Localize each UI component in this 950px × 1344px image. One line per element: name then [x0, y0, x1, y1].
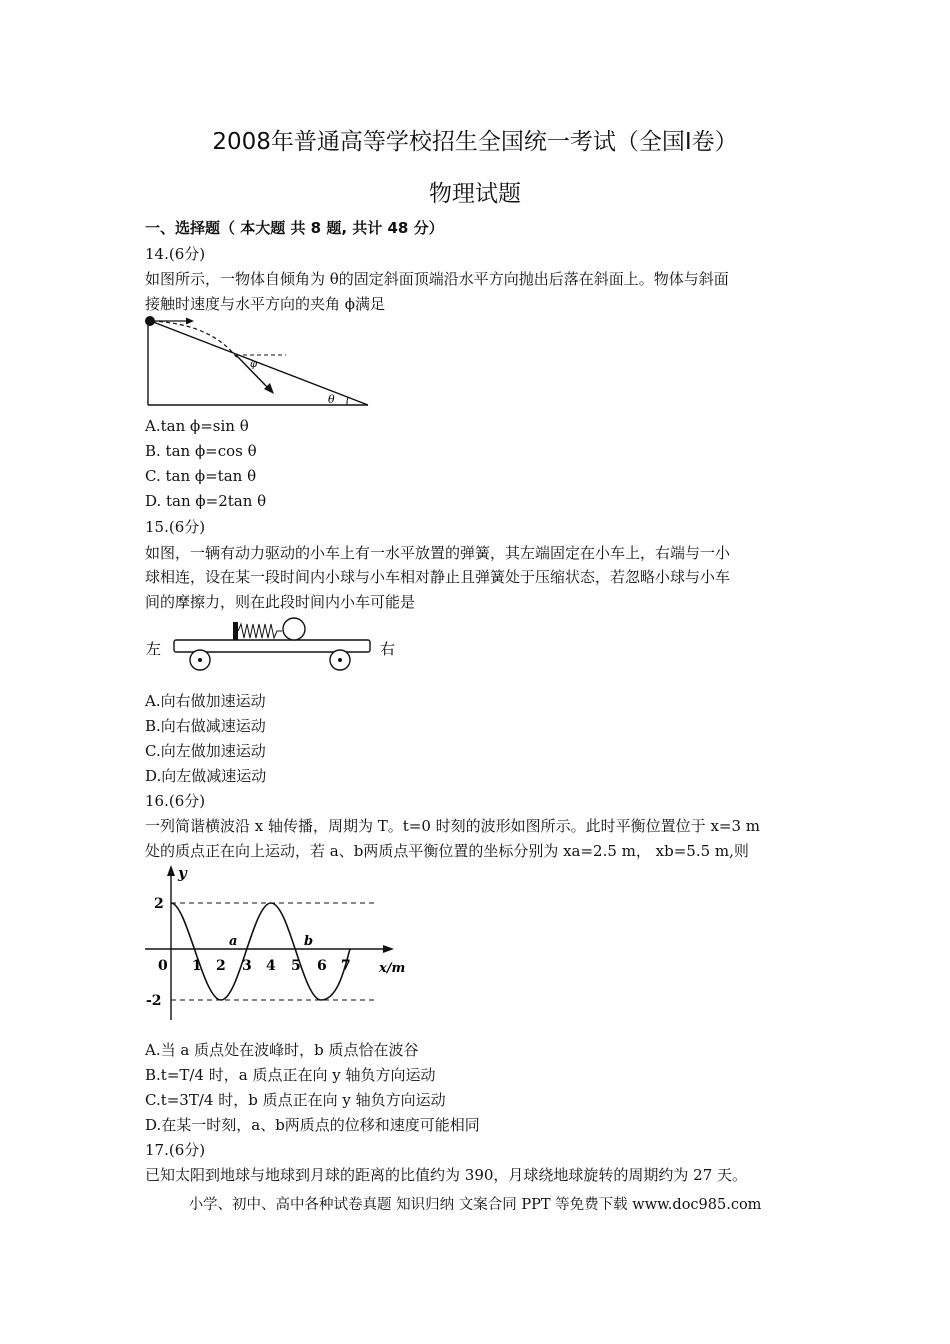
wave-curve [171, 903, 350, 1000]
incline-slope [148, 320, 368, 405]
q14-option-c: C. tan ϕ=tan θ [145, 467, 257, 485]
q16-option-b: B.t=T/4 时，a 质点正在向 y 轴负方向运动 [145, 1066, 436, 1084]
q14-stem-line: 接触时速度与水平方向的夹角 ϕ满足 [145, 295, 385, 313]
theta-angle-arc [347, 397, 348, 405]
cart-figure [140, 612, 400, 674]
x-tick: 0 [158, 958, 168, 974]
q16-option-c: C.t=3T/4 时，b 质点正在向 y 轴负方向运动 [145, 1091, 446, 1109]
wave-figure [140, 862, 415, 1027]
exam-subtitle: 物理试题 [429, 181, 521, 207]
y-axis-label: y [178, 864, 187, 882]
q15-number: 15.(6分) [145, 518, 206, 536]
x-axis [145, 945, 394, 953]
q15-option-b: B.向右做减速运动 [145, 717, 266, 735]
q16-number: 16.(6分) [145, 792, 206, 810]
spring [238, 624, 282, 638]
x-tick: 3 [242, 958, 252, 974]
x-tick: 2 [216, 958, 226, 974]
q15-stem-line: 间的摩擦力，则在此段时间内小车可能是 [145, 593, 416, 611]
y-tick-neg2: -2 [146, 993, 162, 1009]
q16-stem-line: 处的质点正在向上运动，若 a、b两质点平衡位置的坐标分别为 xa=2.5 m， xb=5.5 m,则 [145, 842, 749, 860]
section-heading: 一、选择题（ 本大题 共 8 题, 共计 48 分） [145, 219, 444, 237]
cart-wheel-right [330, 650, 350, 670]
q14-number: 14.(6分) [145, 245, 206, 263]
y-tick-2: 2 [154, 896, 164, 912]
x-tick: 4 [266, 958, 276, 974]
left-label: 左 [146, 640, 162, 658]
phi-label: φ [250, 359, 258, 370]
q14-option-b: B. tan ϕ=cos θ [145, 442, 257, 460]
y-axis [167, 865, 175, 1020]
spring-wall [233, 622, 238, 640]
page-footer: 小学、初中、高中各种试卷真题 知识归纳 文案合同 PPT 等免费下载 www.doc985.com [188, 1197, 762, 1213]
small-ball [283, 618, 305, 640]
q16-option-d: D.在某一时刻，a、b两质点的位移和速度可能相同 [145, 1116, 480, 1134]
x-tick: 1 [192, 958, 202, 974]
q17-stem-line: 已知太阳到地球与地球到月球的距离的比值约为 390，月球绕地球旋转的周期约为 27 天。 [145, 1166, 748, 1184]
q15-option-c: C.向左做加速运动 [145, 742, 266, 760]
x-tick: 6 [317, 958, 327, 974]
q15-stem-line: 如图，一辆有动力驱动的小车上有一水平放置的弹簧，其左端固定在小车上，右端与一小 [145, 544, 731, 562]
q15-option-a: A.向右做加速运动 [145, 692, 266, 710]
q17-number: 17.(6分) [145, 1141, 206, 1159]
point-b-label: b [304, 934, 314, 949]
right-label: 右 [380, 640, 396, 658]
q15-option-d: D.向左做减速运动 [145, 767, 267, 785]
cart-wheel-left [190, 650, 210, 670]
q14-option-d: D. tan ϕ=2tan θ [145, 492, 267, 510]
incline-figure [140, 312, 380, 412]
x-tick: 7 [341, 958, 351, 974]
x-tick: 5 [291, 958, 301, 974]
exam-title: 2008年普通高等学校招生全国统一考试（全国Ⅰ卷） [212, 129, 738, 155]
x-axis-label: x/m [379, 961, 406, 976]
q14-stem-line: 如图所示，一物体自倾角为 θ的固定斜面顶端沿水平方向抛出后落在斜面上。物体与斜面 [145, 270, 729, 288]
q15-stem-line: 球相连，设在某一段时间内小球与小车相对静止且弹簧处于压缩状态，若忽略小球与小车 [145, 568, 731, 586]
q16-option-a: A.当 a 质点处在波峰时，b 质点恰在波谷 [145, 1041, 419, 1059]
q14-option-a: A.tan ϕ=sin θ [145, 417, 249, 435]
point-a-label: a [229, 934, 238, 949]
theta-label: θ [328, 393, 335, 406]
q16-stem-line: 一列简谐横波沿 x 轴传播，周期为 T。t=0 时刻的波形如图所示。此时平衡位置位于 x=3 m [145, 817, 761, 835]
